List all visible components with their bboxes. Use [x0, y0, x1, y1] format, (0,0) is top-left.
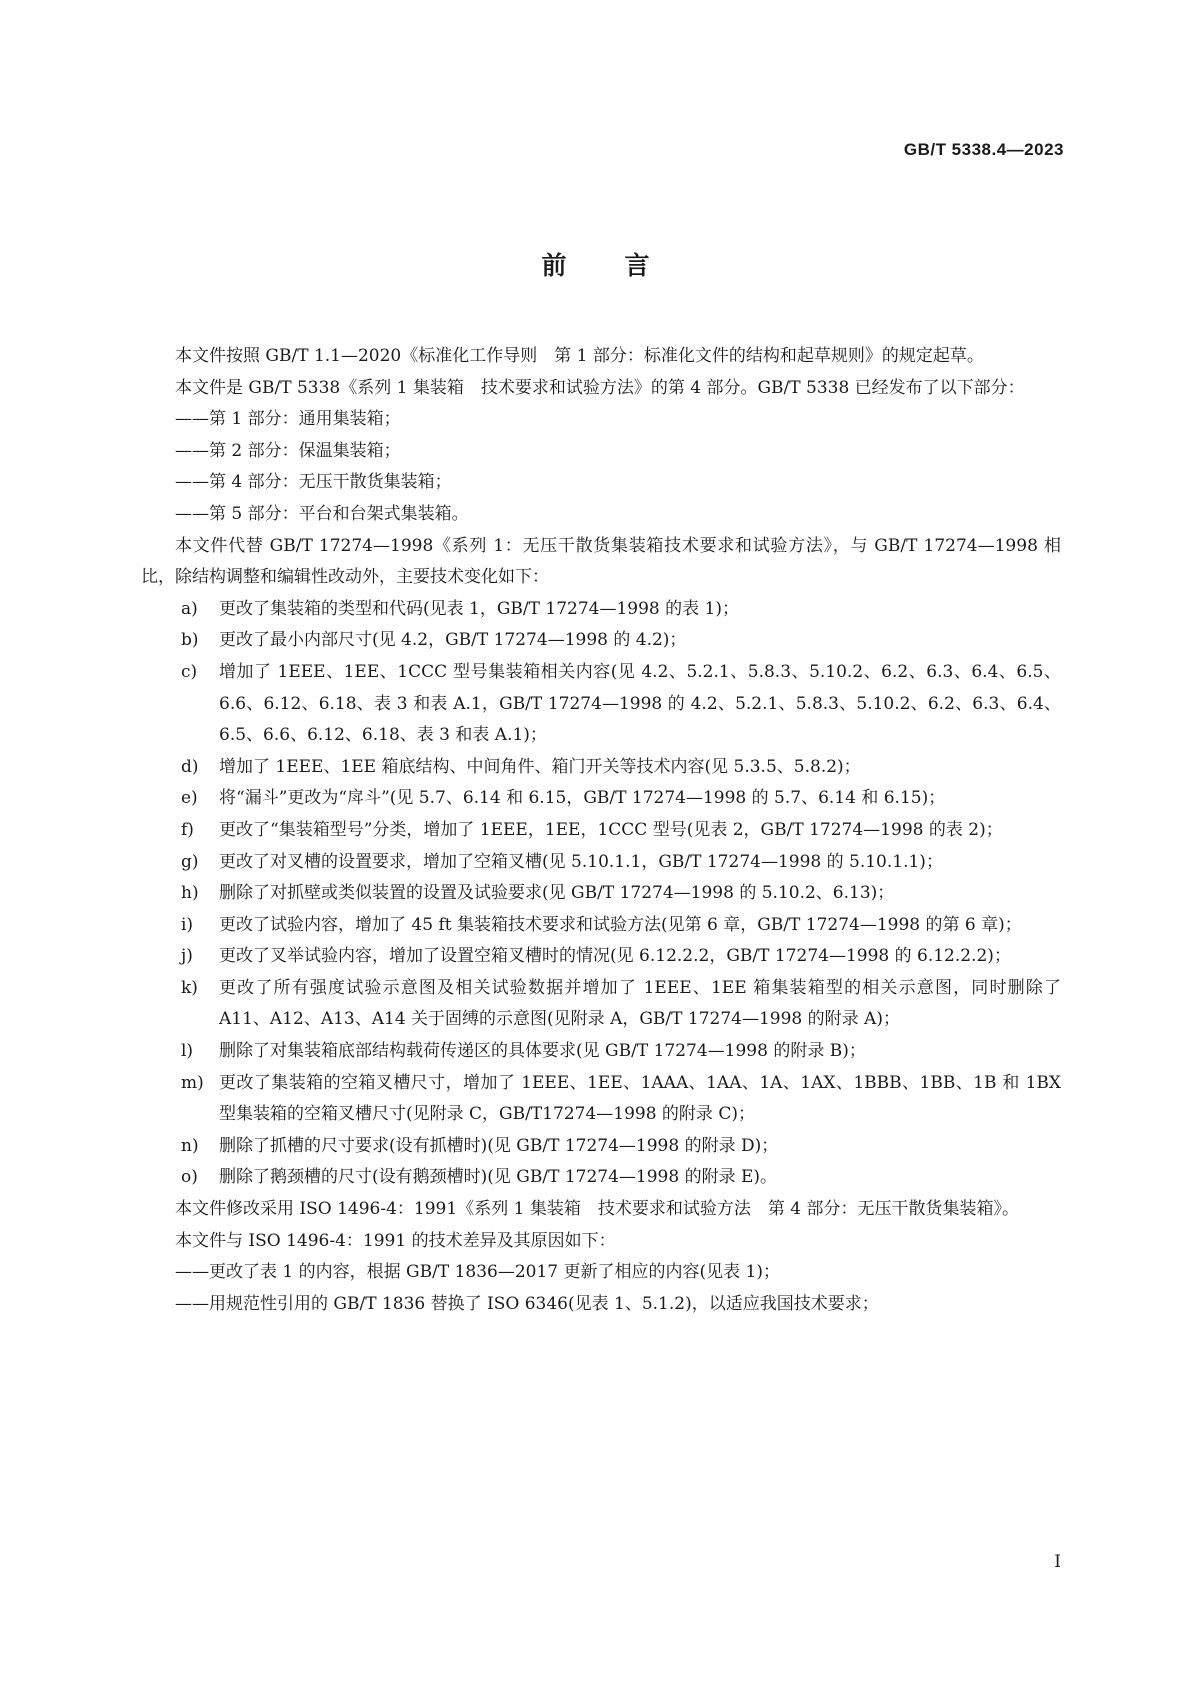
- change-text: 更改了“集装箱型号”分类，增加了 1EEE，1EE，1CCC 型号(见表 2，GB/T 17274—1998 的表 2)；: [219, 819, 1003, 840]
- change-text: 更改了最小内部尺寸(见 4.2，GB/T 17274—1998 的 4.2)；: [219, 630, 687, 651]
- change-item: [141, 973, 1061, 1036]
- change-item: [141, 1036, 1061, 1068]
- change-item: [141, 1068, 1061, 1131]
- change-item: [141, 815, 1061, 847]
- change-item: [141, 594, 1061, 626]
- change-label: m): [181, 1072, 204, 1093]
- change-text: 增加了 1EEE、1EE、1CCC 型号集装箱相关内容(见 4.2、5.2.1、5.8.3、5.10.2、6.2、6.3、6.4、6.5、6.6、6.12、6.18、表 3 和表 A.1，GB/T 17274—1998 的 4.2、5.2.1、5.8.3、5.10.2、6.2、6.3、6.4、6.5、6.6、6.12、6.18、表 3 和表 A.1)；: [219, 661, 1061, 746]
- change-text: 更改了集装箱的空箱叉槽尺寸，增加了 1EEE、1EE、1AAA、1AA、1A、1AX、1BBB、1BB、1B 和 1BX 型集装箱的空箱叉槽尺寸(见附录 C，GB/T17274—1998 的附录 C)；: [219, 1072, 1061, 1125]
- change-label: b): [181, 630, 199, 651]
- difference-item: ——更改了表 1 的内容，根据 GB/T 1836—2017 更新了相应的内容(见表 1)；: [175, 1262, 780, 1283]
- change-item: [141, 1131, 1061, 1163]
- change-label: l): [181, 1041, 194, 1062]
- change-item: [141, 878, 1061, 910]
- change-label: j): [181, 946, 193, 967]
- change-label: n): [181, 1135, 199, 1156]
- change-item: [141, 1162, 1061, 1194]
- change-label: f): [181, 819, 194, 840]
- change-text: 删除了对集装箱底部结构载荷传递区的具体要求(见 GB/T 17274—1998 的附录 B)；: [219, 1041, 866, 1062]
- change-label: a): [181, 598, 198, 619]
- intro-paragraph: 本文件按照 GB/T 1.1—2020《标准化工作导则 第 1 部分：标准化文件的结构和起草规则》的规定起草。: [175, 346, 984, 366]
- change-label: k): [181, 977, 198, 998]
- change-text: 更改了所有强度试验示意图及相关试验数据并增加了 1EEE、1EE 箱集装箱型的相关示意图，同时删除了 A11、A12、A13、A14 关于固缚的示意图(见附录 A，GB/T 17274—1998 的附录 A)；: [219, 977, 1061, 1030]
- change-label: g): [181, 851, 199, 872]
- change-label: h): [181, 883, 199, 904]
- adoption-paragraph: 本文件修改采用 ISO 1496-4：1991《系列 1 集装箱 技术要求和试验方法 第 4 部分：无压干散货集装箱》。: [175, 1199, 1019, 1220]
- change-item: [141, 783, 1061, 815]
- change-text: 增加了 1EEE、1EE 箱底结构、中间角件、箱门开关等技术内容(见 5.3.5、5.8.2)；: [219, 756, 861, 777]
- differences-paragraph: 本文件与 ISO 1496-4：1991 的技术差异及其原因如下：: [175, 1230, 616, 1251]
- change-item: [141, 847, 1061, 879]
- part-list-item: ——第 4 部分：无压干散货集装箱；: [175, 472, 452, 493]
- change-text: 更改了集装箱的类型和代码(见表 1，GB/T 17274—1998 的表 1)；: [219, 598, 739, 619]
- replacement-paragraph: 本文件代替 GB/T 17274—1998《系列 1：无压干散货集装箱技术要求和试验方法》，与 GB/T 17274—1998 相比，除结构调整和编辑性改动外，主要技术变化如下：: [141, 535, 1061, 588]
- change-text: 更改了试验内容，增加了 45 ft 集装箱技术要求和试验方法(见第 6 章，GB/T 17274—1998 的第 6 章)；: [219, 914, 1022, 935]
- change-label: i): [181, 914, 194, 935]
- part-list-item: ——第 2 部分：保温集装箱；: [175, 440, 401, 461]
- standard-code: GB/T 5338.4—2023: [903, 140, 1064, 159]
- change-label: o): [181, 1167, 198, 1188]
- part-list-item: ——第 5 部分：平台和台架式集装箱。: [175, 503, 469, 524]
- page-number: I: [1054, 1552, 1061, 1572]
- change-item: [141, 657, 1061, 752]
- document-body: [141, 341, 1061, 1320]
- change-label: d): [181, 756, 199, 777]
- page-title: 前言: [541, 251, 708, 280]
- series-paragraph: 本文件是 GB/T 5338《系列 1 集装箱 技术要求和试验方法》的第 4 部分。GB/T 5338 已经发布了以下部分：: [175, 377, 1025, 398]
- change-item: [141, 752, 1061, 784]
- change-text: 删除了对抓壁或类似装置的设置及试验要求(见 GB/T 17274—1998 的 5.10.2、6.13)；: [219, 883, 895, 904]
- part-list-item: ——第 1 部分：通用集装箱；: [175, 409, 401, 430]
- change-item: [141, 910, 1061, 942]
- change-item: [141, 625, 1061, 657]
- difference-item: ——用规范性引用的 GB/T 1836 替换了 ISO 6346(见表 1、5.1.2)，以适应我国技术要求；: [175, 1293, 879, 1314]
- change-text: 更改了对叉槽的设置要求，增加了空箱叉槽(见 5.10.1.1，GB/T 17274—1998 的 5.10.1.1)；: [219, 851, 943, 872]
- change-text: 将“漏斗”更改为“戽斗”(见 5.7、6.14 和 6.15，GB/T 17274—1998 的 5.7、6.14 和 6.15)；: [219, 788, 946, 809]
- change-item: [141, 941, 1061, 973]
- change-text: 删除了鹅颈槽的尺寸(设有鹅颈槽时)(见 GB/T 17274—1998 的附录 E)。: [219, 1167, 778, 1188]
- change-text: 更改了叉举试验内容，增加了设置空箱叉槽时的情况(见 6.12.2.2，GB/T 17274—1998 的 6.12.2.2)；: [219, 946, 1011, 967]
- change-text: 删除了抓槽的尺寸要求(设有抓槽时)(见 GB/T 17274—1998 的附录 D)；: [219, 1135, 779, 1156]
- change-label: e): [181, 788, 198, 809]
- change-label: c): [181, 661, 198, 682]
